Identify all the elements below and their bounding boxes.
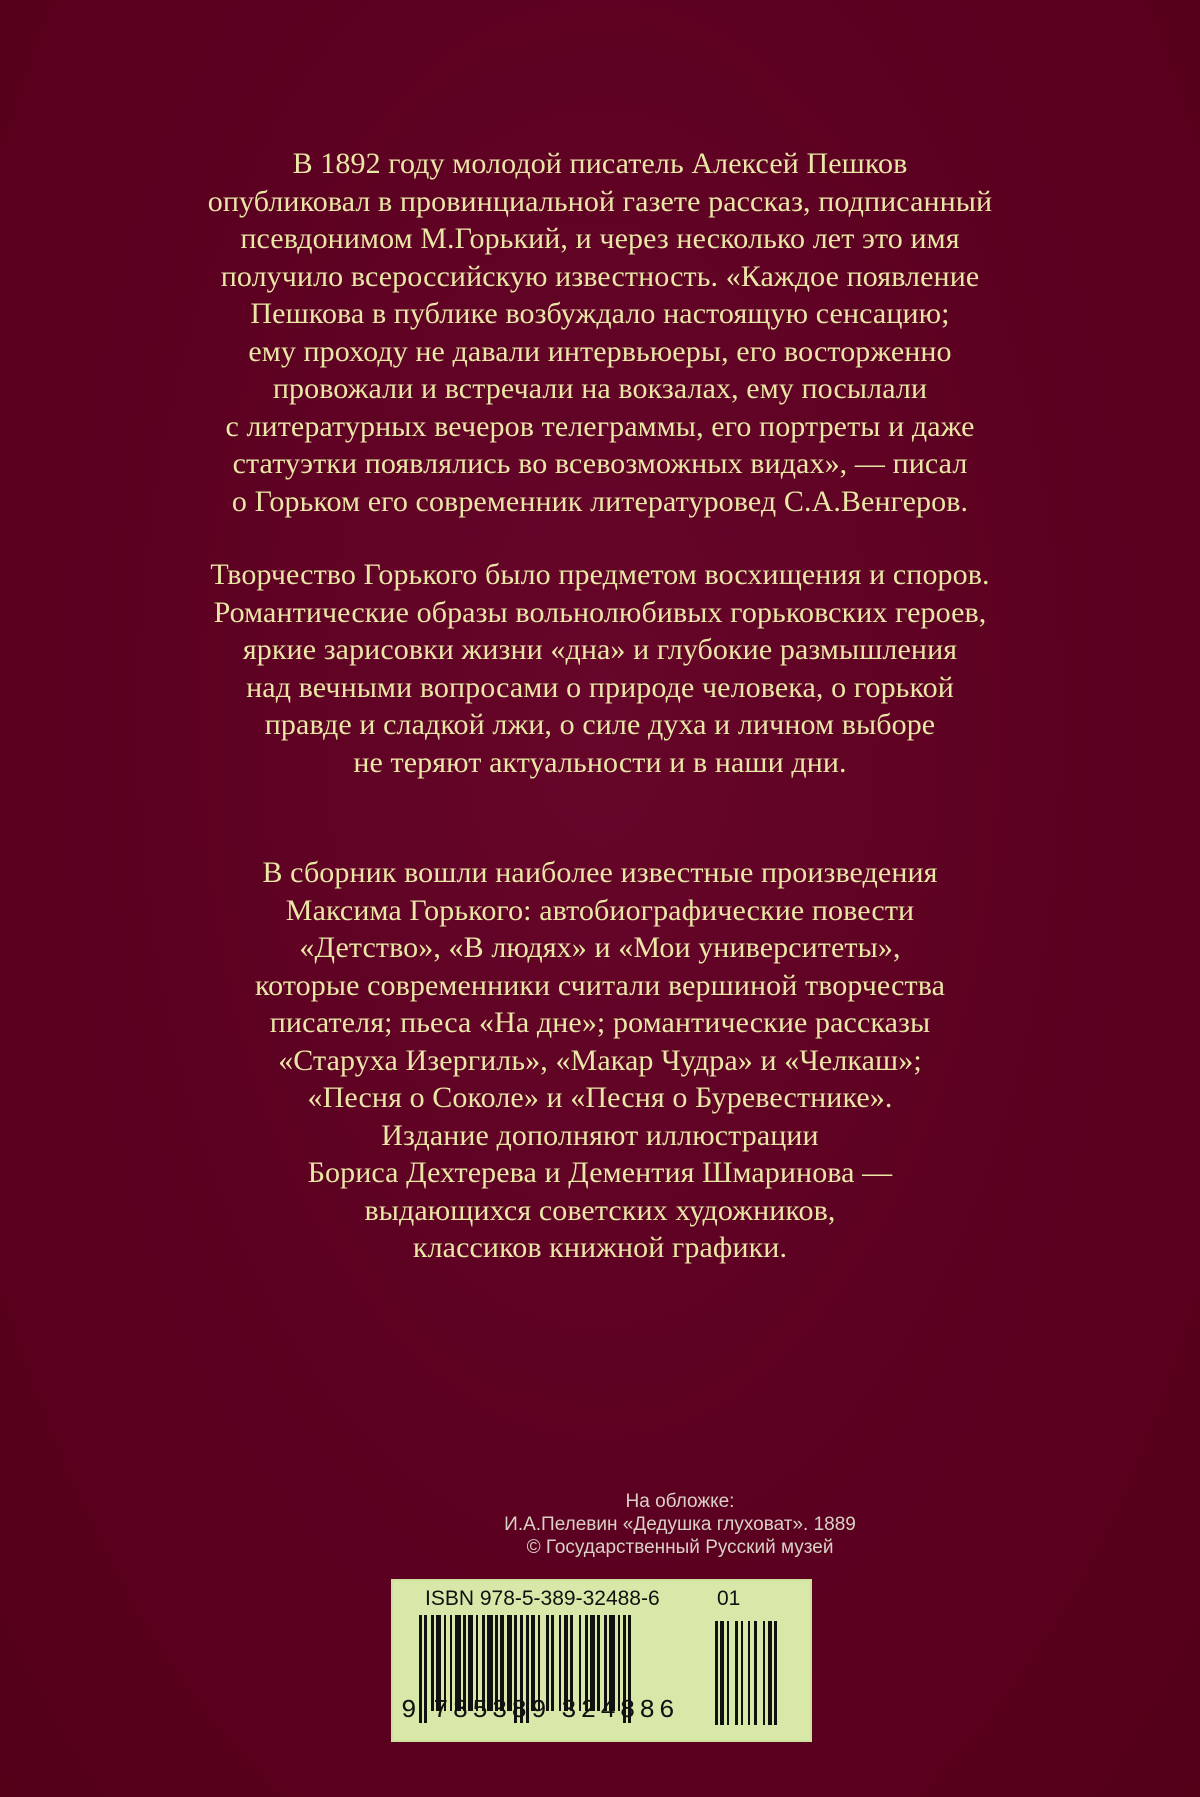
text-line: статуэтки появлялись во всевозможных видах», — писал (232, 447, 968, 480)
text-line: «Старуха Изергиль», «Макар Чудра» и «Челкаш»; (278, 1043, 922, 1077)
text-line: яркие зарисовки жизни «дна» и глубокие размышления (242, 633, 958, 666)
cover-credit (440, 1490, 920, 1559)
paragraph-creativity (120, 556, 1080, 781)
text-line: Издание дополняют иллюстрации (381, 1118, 819, 1152)
text-line: получило всероссийскую известность. «Каждое появление (220, 259, 980, 293)
addon-barcode-bars (715, 1621, 793, 1725)
text-line: «Песня о Соколе» и «Песня о Буревестнике». (307, 1081, 893, 1114)
barcode-bar (763, 1621, 765, 1725)
credit-line: И.А.Пелевин «Дедушка глуховат». 1889 (504, 1514, 856, 1535)
barcode-digits-left: 785389 (433, 1695, 551, 1725)
text-line: над вечными вопросами о природе человека, о горькой (246, 670, 954, 704)
text-line: писателя; пьеса «На дне»; романтические рассказы (269, 1006, 931, 1039)
text-line: Бориса Дехтерева и Дементия Шмаринова — (307, 1156, 893, 1189)
credit-line: На обложке: (625, 1491, 735, 1512)
barcode-bar (720, 1621, 724, 1725)
barcode-bar (419, 1615, 422, 1723)
barcode-digits-right: 324886 (561, 1695, 679, 1725)
isbn-barcode (391, 1579, 812, 1742)
text-line: правде и сладкой лжи, о силе духа и личном выборе (264, 708, 936, 741)
barcode-bar (424, 1615, 427, 1723)
text-line: ему проходу не давали интервьюеры, его восторженно (248, 334, 952, 368)
text-line: В 1892 году молодой писатель Алексей Пешков (292, 147, 908, 180)
text-line: Пешкова в публике возбуждало настоящую сенсацию; (250, 297, 950, 330)
text-line: Максима Горького: автобиографические повести (285, 893, 915, 927)
barcode-bar (735, 1621, 738, 1725)
credit-line: © Государственный Русский музей (526, 1537, 834, 1558)
text-line: о Горьком его современник литературовед С.А.Венгеров. (231, 484, 969, 518)
text-line: с литературных вечеров телеграммы, его портреты и даже (225, 409, 975, 443)
text-line: выдающихся советских художников, (364, 1193, 836, 1227)
addon-label: 01 (717, 1587, 741, 1610)
text-line: не теряют актуальности и в наши дни. (353, 745, 847, 779)
text-line: «Детство», «В людях» и «Мои университеты», (299, 931, 901, 964)
text-line: опубликовал в провинциальной газете рассказ, подписанный (207, 184, 993, 218)
text-line: которые современники считали вершиной творчества (254, 968, 946, 1002)
text-line: Творчество Горького было предметом восхищения и споров. (210, 558, 990, 591)
barcode-bar (741, 1621, 743, 1725)
barcode-bar (715, 1621, 718, 1725)
barcode-bar (768, 1621, 772, 1725)
text-line: псевдонимом М.Горький, и через несколько лет это имя (240, 222, 960, 255)
text-line: Романтические образы вольнолюбивых горьковских героев, (213, 595, 987, 629)
isbn-label: ISBN 978-5-389-32488-6 (425, 1587, 660, 1610)
barcode-digit-first: 9 (401, 1695, 417, 1725)
paragraph-contents (120, 854, 1080, 1267)
barcode-bar (727, 1621, 729, 1725)
text-line: классиков книжной графики. (412, 1231, 788, 1264)
barcode-bar (774, 1621, 777, 1725)
text-line: В сборник вошли наиболее известные произведения (262, 856, 938, 889)
text-line: провожали и встречали на вокзалах, ему посылали (272, 372, 928, 405)
paragraph-history (120, 145, 1080, 520)
barcode-bar (551, 1615, 554, 1711)
barcode-bar (748, 1621, 750, 1725)
barcode-bar (754, 1621, 757, 1725)
